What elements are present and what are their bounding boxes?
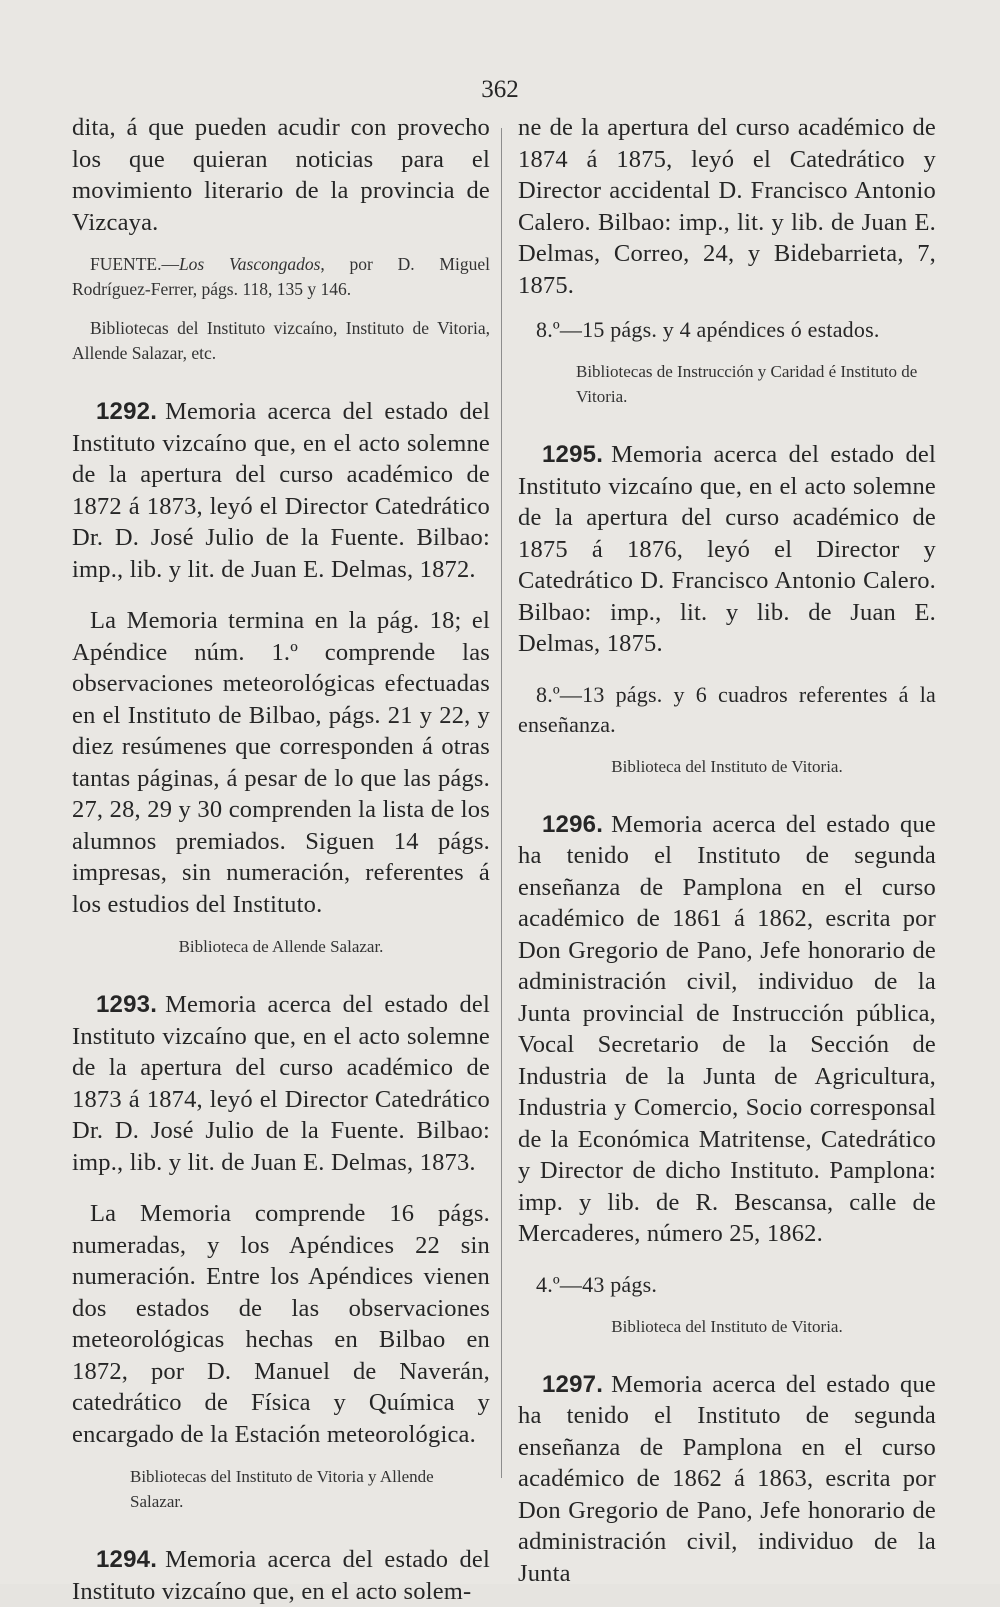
entry-note: La Memoria termina en la pág. 18; el Apéndice núm. 1.º comprende las observaciones meteorológicas efectuadas en el Instituto de Bilbao, págs. 21 y 22, y diez resúmenes que corresponden á otras tantas páginas, á pesar de lo que las págs. 27, 28, 29 y 30 comprenden la lista de los alumnos premiados. Siguen 14 págs. impresas, sin numeración, referentes á los estudios del Instituto. [72, 607, 490, 918]
entry-text: Memoria acerca del estado del Instituto vizcaíno que, en el acto solemne de la apertura del curso académico de 1872 á 1873, leyó el Director Catedrático Dr. D. José Julio de la Fuente. Bilbao: imp., lib. y lit. de Juan E. Delmas, 1872. [72, 398, 490, 583]
entry-format: 4.º—43 págs. [536, 1271, 658, 1297]
entry-text: Memoria acerca del estado del Instituto vizcaíno que, en el acto solemne de la apertura del curso académico de 1873 á 1874, leyó el Director Catedrático Dr. D. José Julio de la Fuente. Bilbao: imp., lib. y lit. de Juan E. Delmas, 1873. [72, 991, 490, 1176]
left-column [72, 112, 490, 1607]
entry-text: Memoria acerca del estado del Instituto vizcaíno que, en el acto solem- [72, 1546, 490, 1605]
entry-number: 1295. [542, 441, 604, 468]
entry-1294 [72, 1544, 490, 1607]
entry-format: 8.º—15 págs. y 4 apéndices ó estados. [536, 317, 880, 342]
entry-number: 1293. [96, 991, 158, 1018]
entry-libraries: Bibliotecas de Instrucción y Caridad é Instituto de Vitoria. [576, 362, 918, 406]
entry-libraries: Bibliotecas del Instituto de Vitoria y Allende Salazar. [130, 1467, 434, 1511]
page-number: 362 [481, 76, 519, 103]
right-column [518, 112, 936, 1589]
entry-1295 [518, 439, 936, 660]
entry-note: La Memoria comprende 16 págs. numeradas, y los Apéndices 22 sin numeración. Entre los Apéndices vienen dos estados de las observaciones meteorológicas hechas en Bilbao en 1872, por D. Manuel de Naverán, catedrático de Física y Química y encargado de la Estación meteorológica. [72, 1200, 490, 1448]
entry-number: 1294. [96, 1546, 158, 1573]
entry-1297 [518, 1369, 936, 1590]
entry-text: Memoria acerca del estado que ha tenido el Instituto de segunda enseñanza de Pamplona en el curso académico de 1861 á 1862, escrita por Don Gregorio de Pano, Jefe honorario de administración civil, individuo de la Junta provincial de Instrucción pública, Vocal Secretario de la Sección de Industria de la Junta de Agricultura, Industria y Comercio, Socio corresponsal de la Económica Matritense, Catedrático y Director de dicho Instituto. Pamplona: imp. y lib. de R. Bescansa, calle de Mercaderes, número 25, 1862. [518, 810, 936, 1247]
intro-text: dita, á que pueden acudir con provecho los que quieran noticias para el movimiento literario de la provincia de Vizcaya. [72, 114, 490, 236]
entry-libraries: Biblioteca del Instituto de Vitoria. [611, 756, 843, 776]
entry-libraries: Biblioteca de Allende Salazar. [178, 937, 384, 956]
entry-1292 [72, 396, 490, 585]
intro-libraries: Bibliotecas del Instituto vizcaíno, Instituto de Vitoria, Allende Salazar, etc. [72, 318, 490, 363]
entry-number: 1297. [542, 1370, 604, 1398]
entry-1293 [72, 989, 490, 1178]
entry-format: 8.º—13 págs. y 6 cuadros referentes á la enseñanza. [518, 681, 936, 737]
entry-1294-continued: ne de la apertura del curso académico de 1874 á 1875, leyó el Catedrático y Director accidental D. Francisco Antonio Calero. Bilbao: imp., lit. y lib. de Juan E. Delmas, Correo, 24, y Bidebarrieta, 7, 1875. [518, 114, 936, 299]
source-title: Los Vascongados [178, 254, 321, 274]
entry-text: Memoria acerca del estado del Instituto vizcaíno que, en el acto solemne de la apertura del curso académico de 1875 á 1876, leyó el Director y Catedrático D. Francisco Antonio Calero. Bilbao: imp., lit. y lib. de Juan E. Delmas, 1875. [518, 441, 936, 657]
entry-number: 1296. [542, 810, 604, 838]
entry-text: Memoria acerca del estado que ha tenido el Instituto de segunda enseñanza de Pamplona en el curso académico de 1862 á 1863, escrita por Don Gregorio de Pano, Jefe honorario de administración civil, individuo de la Junta [518, 1370, 936, 1587]
entry-number: 1292. [96, 398, 158, 425]
entry-libraries: Biblioteca del Instituto de Vitoria. [611, 1316, 843, 1336]
entry-1296 [518, 809, 936, 1250]
source-details: , por D. Miguel Rodríguez-Ferrer, págs. 118, 135 y 146. [72, 254, 490, 299]
source-note [72, 252, 490, 302]
source-label: FUENTE.— [90, 254, 179, 274]
column-divider [501, 128, 502, 1478]
